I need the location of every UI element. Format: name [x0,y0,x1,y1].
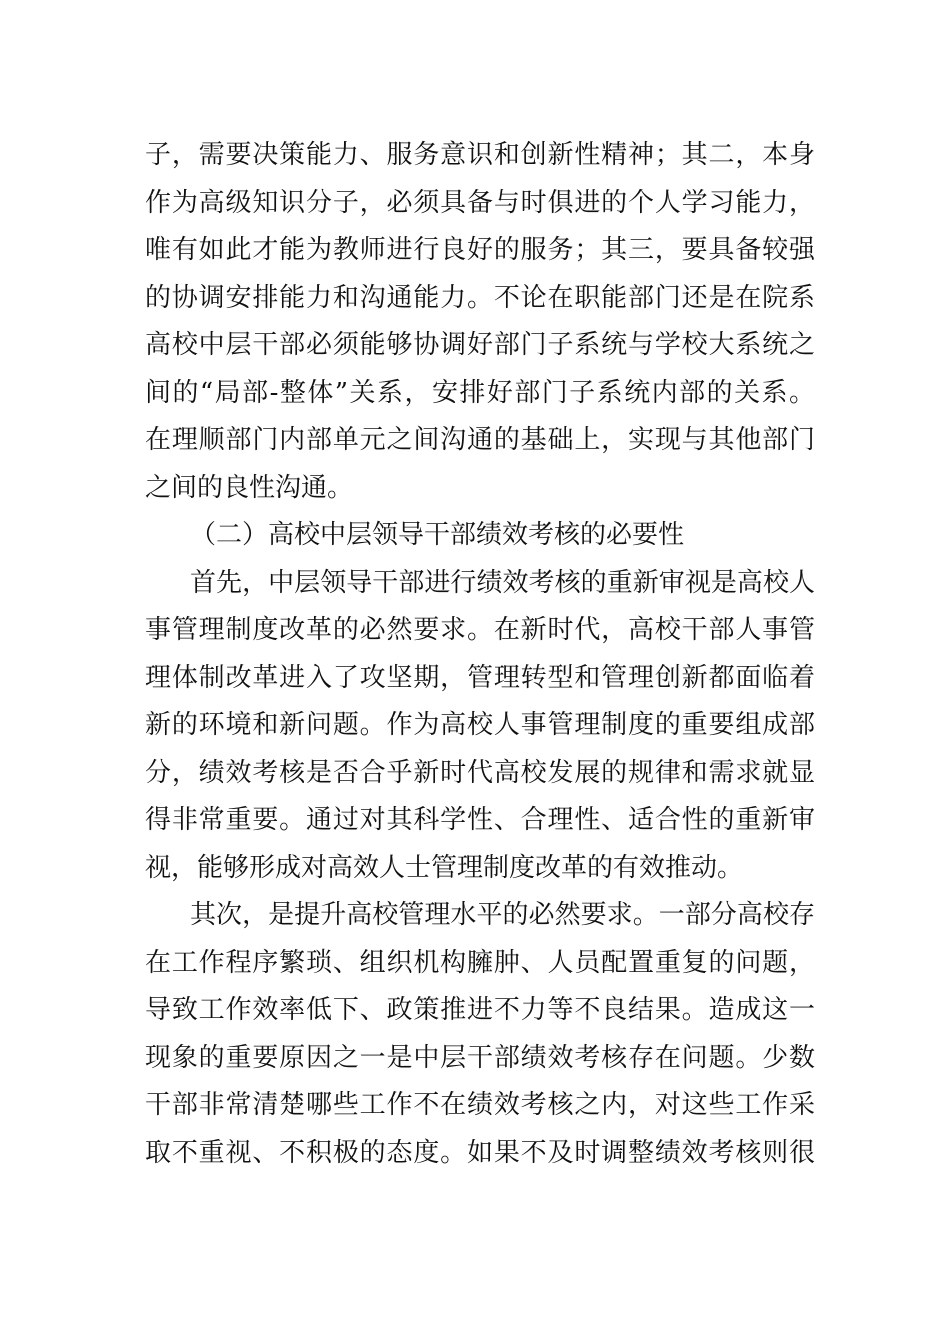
body-text [145,132,815,1177]
text-line: 视，能够形成对高效人士管理制度改革的有效推动。 [145,852,744,883]
text-line: 取不重视、不积极的态度。如果不及时调整绩效考核则很 [145,1137,815,1168]
text-line: 间的“局部-整体”关系，安排好部门子系统内部的关系。 [145,377,815,408]
text-line: 事管理制度改革的必然要求。在新时代，高校干部人事管 [145,615,815,645]
text-line: 干部非常清楚哪些工作不在绩效考核之内，对这些工作采 [145,1090,815,1120]
text-line: 在工作程序繁琐、组织机构臃肿、人员配置重复的问题， [145,947,815,978]
text-line: 首先，中层领导干部进行绩效考核的重新审视是高校人 [190,567,815,598]
text-line: 得非常重要。通过对其科学性、合理性、适合性的重新审 [145,805,815,835]
text-line: 高校中层干部必须能够协调好部门子系统与学校大系统之 [145,330,815,360]
text-line: 其次，是提升高校管理水平的必然要求。一部分高校存 [190,900,815,930]
text-line: 的协调安排能力和沟通能力。不论在职能部门还是在院系 [145,282,815,313]
text-line: 在理顺部门内部单元之间沟通的基础上，实现与其他部门 [145,425,815,455]
text-line: 现象的重要原因之一是中层干部绩效考核存在问题。少数 [145,1042,815,1073]
text-line: 导致工作效率低下、政策推进不力等不良结果。造成这一 [145,995,815,1025]
text-line: 唯有如此才能为教师进行良好的服务；其三，要具备较强 [145,235,815,265]
text-line: 分，绩效考核是否合乎新时代高校发展的规律和需求就显 [145,757,815,788]
text-line: 理体制改革进入了攻坚期，管理转型和管理创新都面临着 [145,662,815,693]
text-line: 新的环境和新问题。作为高校人事管理制度的重要组成部 [145,710,815,740]
text-line: 作为高级知识分子，必须具备与时俱进的个人学习能力， [145,187,815,218]
text-line: 子，需要决策能力、服务意识和创新性精神；其二，本身 [145,140,815,170]
section-heading: （二）高校中层领导干部绩效考核的必要性 [190,520,685,550]
text-line: 之间的良性沟通。 [145,472,354,503]
